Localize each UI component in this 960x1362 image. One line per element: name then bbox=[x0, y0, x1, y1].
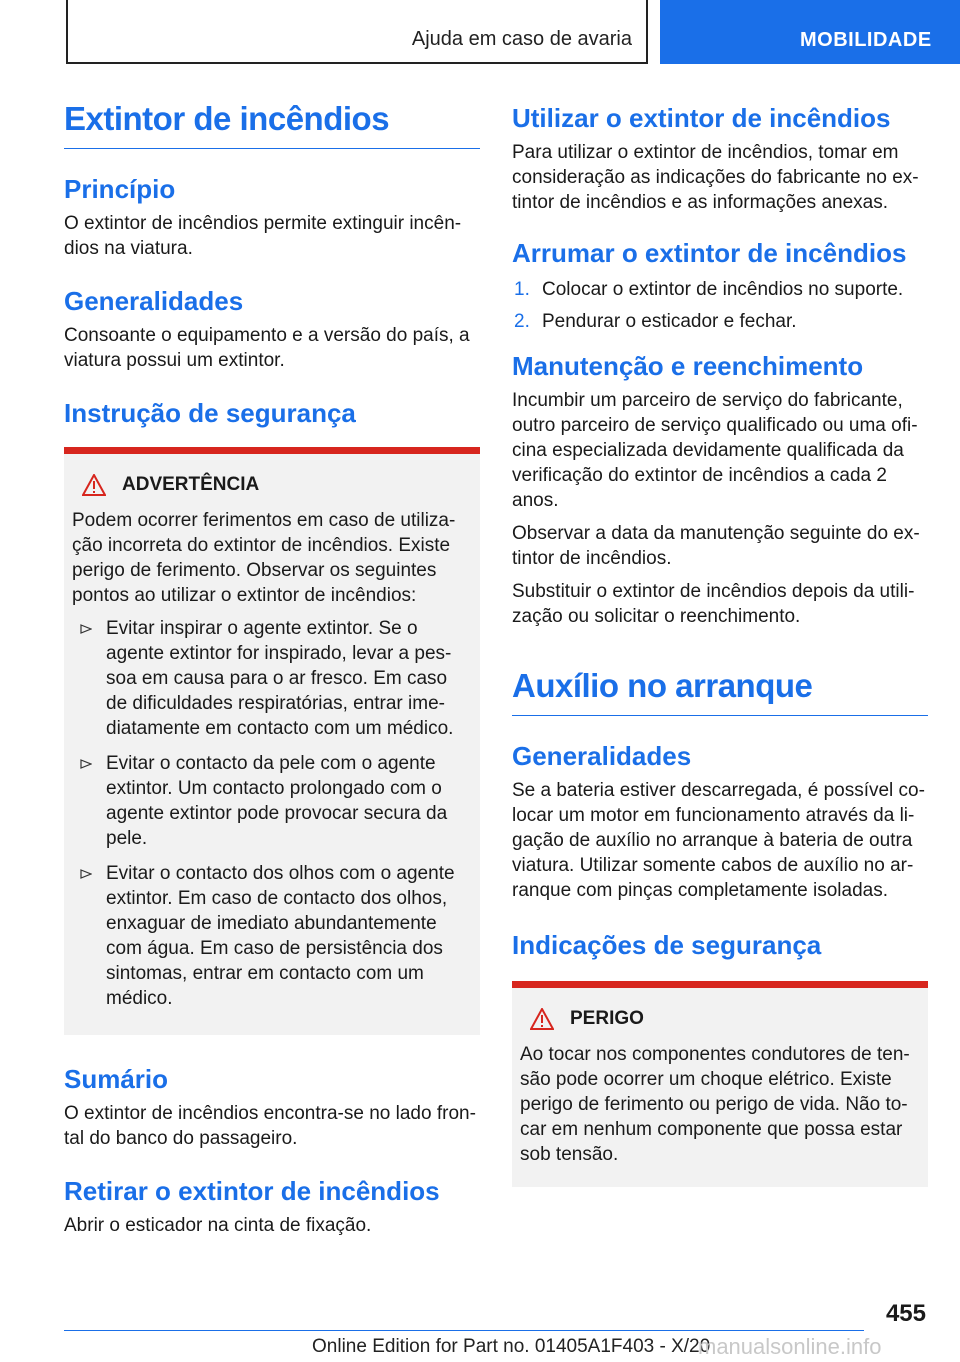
heading-utilizar: Utilizar o extintor de incêndios bbox=[512, 103, 891, 133]
warning-triangle-icon bbox=[82, 474, 106, 496]
section-title-auxilio: Auxílio no arranque bbox=[512, 667, 928, 716]
danger-box bbox=[512, 981, 928, 1187]
bullet-triangle-icon bbox=[80, 624, 92, 634]
page-number: 455 bbox=[885, 1300, 926, 1327]
heading-manutencao: Manutenção e reenchimento bbox=[512, 351, 864, 381]
heading-generalidades: Generalidades bbox=[64, 286, 244, 316]
header-section-title: Ajuda em caso de avaria bbox=[411, 28, 632, 50]
bullet-triangle-icon bbox=[80, 759, 92, 769]
watermark: manualsonline.info bbox=[698, 1334, 882, 1359]
page-header bbox=[0, 0, 960, 66]
list-item bbox=[512, 309, 928, 334]
left-column bbox=[64, 100, 480, 1238]
text-principio: O extintor de incêndios permite extinguir incên-dios na viatura. bbox=[64, 213, 462, 259]
warning-title bbox=[82, 474, 472, 496]
danger-title bbox=[530, 1008, 920, 1030]
header-section-box bbox=[66, 0, 648, 64]
header-chapter-tab[interactable] bbox=[660, 0, 960, 64]
step-text: Colocar o extintor de incêndios no suporte. bbox=[542, 279, 904, 300]
footer-divider bbox=[64, 1330, 864, 1331]
bullet-text: Evitar o contacto dos olhos com o agente extintor. Em caso de contacto dos olhos, enxaguar de imediato abundantemente com água. Em caso de persistência dos sintomas, entrar em contacto com um médico. bbox=[106, 863, 455, 1009]
heading-indicacoes-seguranca: Indicações de segurança bbox=[512, 930, 822, 960]
heading-sumario: Sumário bbox=[64, 1064, 169, 1094]
warning-bullets bbox=[72, 616, 472, 1011]
step-number: 1. bbox=[514, 279, 530, 300]
text-generalidades: Consoante o equipamento e a versão do país, a viatura possui um extintor. bbox=[64, 325, 470, 371]
page-title: Extintor de incêndios bbox=[64, 100, 480, 149]
danger-label: PERIGO bbox=[570, 1008, 644, 1029]
right-column bbox=[512, 100, 928, 1187]
text-generalidades-auxilio: Se a bateria estiver descarregada, é possível co-locar um motor em funcionamento através da li-gação de auxílio no arranque à bateria de outra viatura. Utilizar somente cabos de auxílio no ar-ranque com pinças completamente isoladas. bbox=[512, 780, 925, 901]
text-manutencao-3: Substituir o extintor de incêndios depois da utili-zação ou solicitar o reenchimento. bbox=[512, 581, 915, 627]
warning-label: ADVERTÊNCIA bbox=[122, 474, 260, 495]
step-text: Pendurar o esticador e fechar. bbox=[542, 311, 797, 332]
bullet-triangle-icon bbox=[80, 869, 92, 879]
list-item bbox=[72, 616, 472, 741]
list-item bbox=[72, 861, 472, 1011]
text-manutencao-1: Incumbir um parceiro de serviço do fabricante, outro parceiro de serviço qualificado ou uma ofi-cina especializada devidamente qualificada da verificação do extintor de incêndios a cada 2 anos. bbox=[512, 390, 918, 511]
text-manutencao-2: Observar a data da manutenção seguinte do ex-tintor de incêndios. bbox=[512, 523, 920, 569]
text-sumario: O extintor de incêndios encontra-se no lado fron-tal do banco do passageiro. bbox=[64, 1103, 476, 1149]
text-retirar: Abrir o esticador na cinta de fixação. bbox=[64, 1215, 372, 1236]
warning-text: Podem ocorrer ferimentos em caso de utiliza-ção incorreta do extintor de incêndios. Existe perigo de ferimento. Observar os seguintes pontos ao utilizar o extintor de incêndios: bbox=[72, 510, 456, 606]
heading-arrumar: Arrumar o extintor de incêndios bbox=[512, 238, 907, 268]
heading-generalidades-auxilio: Generalidades bbox=[512, 741, 692, 771]
heading-instrucao-seguranca: Instrução de segurança bbox=[64, 398, 356, 428]
heading-retirar: Retirar o extintor de incêndios bbox=[64, 1176, 440, 1206]
bullet-text: Evitar o contacto da pele com o agente extintor. Um contacto prolongado com o agente extintor pode provocar secura da pele. bbox=[106, 753, 448, 849]
bullet-text: Evitar inspirar o agente extintor. Se o agente extintor for inspirado, levar a pes-soa em causa para o ar fresco. Em caso de dificuldades respiratórias, entrar ime-diatamente em contacto com um médico. bbox=[106, 618, 454, 739]
heading-principio: Princípio bbox=[64, 174, 176, 204]
text-utilizar: Para utilizar o extintor de incêndios, tomar em consideração as indicações do fabricante no ex-tintor de incêndios e as informações anexas. bbox=[512, 142, 919, 213]
arrumar-steps bbox=[512, 277, 928, 334]
header-chapter-label: MOBILIDADE bbox=[800, 29, 932, 51]
danger-text: Ao tocar nos componentes condutores de ten-são pode ocorrer um choque elétrico. Existe perigo de ferimento ou perigo de vida. Não to-car em nenhum componente que possa estar sob tensão. bbox=[520, 1044, 910, 1165]
footer-edition: Online Edition for Part no. 01405A1F403 - X/20 bbox=[312, 1336, 711, 1357]
warning-triangle-icon bbox=[530, 1008, 554, 1030]
list-item bbox=[512, 277, 928, 302]
list-item bbox=[72, 751, 472, 851]
warning-box bbox=[64, 447, 480, 1035]
step-number: 2. bbox=[514, 311, 530, 332]
